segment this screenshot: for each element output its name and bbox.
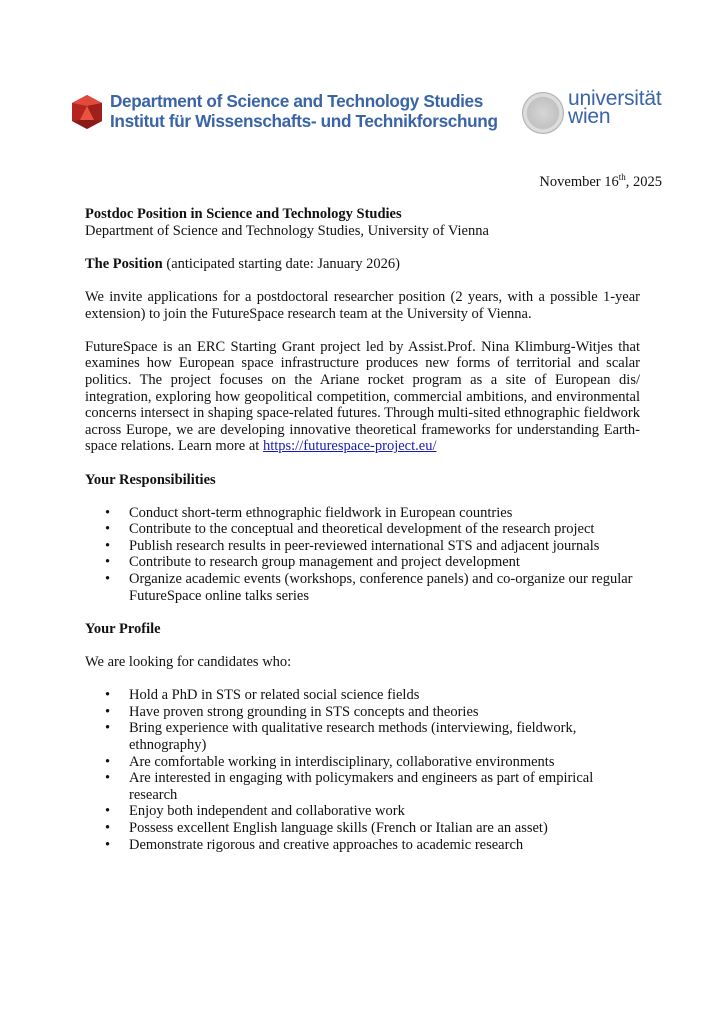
list-item: • Bring experience with qualitative research methods (interviewing, fieldwork, ethnography) bbox=[129, 720, 640, 753]
university-logo bbox=[522, 87, 672, 136]
list-item: • Are comfortable working in interdisciplinary, collaborative environments bbox=[129, 754, 640, 771]
university-name-line2: wien bbox=[568, 105, 611, 128]
list-item: • Enjoy both independent and collaborative work bbox=[129, 803, 640, 820]
date-suffix: th bbox=[618, 172, 626, 182]
document-body bbox=[85, 206, 640, 853]
university-name bbox=[568, 87, 662, 128]
responsibilities-list bbox=[85, 505, 640, 605]
letterhead bbox=[70, 87, 670, 138]
letter-date bbox=[539, 172, 662, 191]
list-item: • Contribute to the conceptual and theoretical development of the research project bbox=[129, 521, 640, 538]
profile-heading: Your Profile bbox=[85, 620, 161, 637]
list-item: • Publish research results in peer-reviewed international STS and adjacent journals bbox=[129, 538, 640, 555]
department-name-de: Institut für Wissenschafts- und Technikforschung bbox=[110, 111, 498, 131]
document-title: Postdoc Position in Science and Technology Studies bbox=[85, 206, 402, 222]
position-start-note: (anticipated starting date: January 2026) bbox=[162, 255, 400, 272]
list-item: • Are interested in engaging with policymakers and engineers as part of empirical research bbox=[129, 770, 640, 803]
list-item: • Contribute to research group management and project development bbox=[129, 554, 640, 571]
project-website-link[interactable]: https://futurespace-project.eu/ bbox=[262, 438, 437, 455]
document-subtitle: Department of Science and Technology Studies, University of Vienna bbox=[85, 222, 489, 239]
list-item: • Possess excellent English language skills (French or Italian are an asset) bbox=[129, 820, 640, 837]
list-item: • Hold a PhD in STS or related social science fields bbox=[129, 687, 640, 704]
project-description-text: FutureSpace is an ERC Starting Grant project led by Assist.Prof. Nina Klimburg-Witjes that examines how European space infrastructure produces new forms of territorial and scalar politics. The project focuses on the Ariane rocket program as a site of European dis/ integration, exploring how geopolitical competition, commercial ambitions, and environmental concerns intersect in shaping space-related futures. Through multi-sited ethnographic fieldwork across Europe, we are developing innovative theoretical frameworks for understanding Earth-space relations. Learn more at bbox=[85, 338, 640, 455]
date-year: , 2025 bbox=[625, 173, 662, 190]
department-name bbox=[110, 91, 498, 131]
position-intro: We invite applications for a postdoctoral researcher position (2 years, with a possible 1-year extension) to join the FutureSpace research team at the University of Vienna. bbox=[85, 288, 640, 322]
icosahedron-logo-icon bbox=[70, 94, 104, 130]
position-heading: The Position bbox=[85, 255, 163, 272]
department-name-en: Department of Science and Technology Studies bbox=[110, 91, 483, 111]
project-description bbox=[85, 339, 640, 455]
list-item: • Have proven strong grounding in STS concepts and theories bbox=[129, 704, 640, 721]
profile-intro: We are looking for candidates who: bbox=[85, 654, 292, 671]
university-name-line1: universität bbox=[568, 87, 662, 110]
date-day: November 16 bbox=[539, 173, 619, 190]
position-heading-line bbox=[85, 256, 640, 273]
responsibilities-heading: Your Responsibilities bbox=[85, 471, 216, 488]
list-item: • Demonstrate rigorous and creative approaches to academic research bbox=[129, 837, 640, 854]
university-seal-icon bbox=[522, 92, 564, 134]
list-item: • Conduct short-term ethnographic fieldwork in European countries bbox=[129, 505, 640, 522]
profile-list bbox=[85, 687, 640, 853]
list-item: • Organize academic events (workshops, conference panels) and co-organize our regular FutureSpace online talks series bbox=[129, 571, 640, 604]
